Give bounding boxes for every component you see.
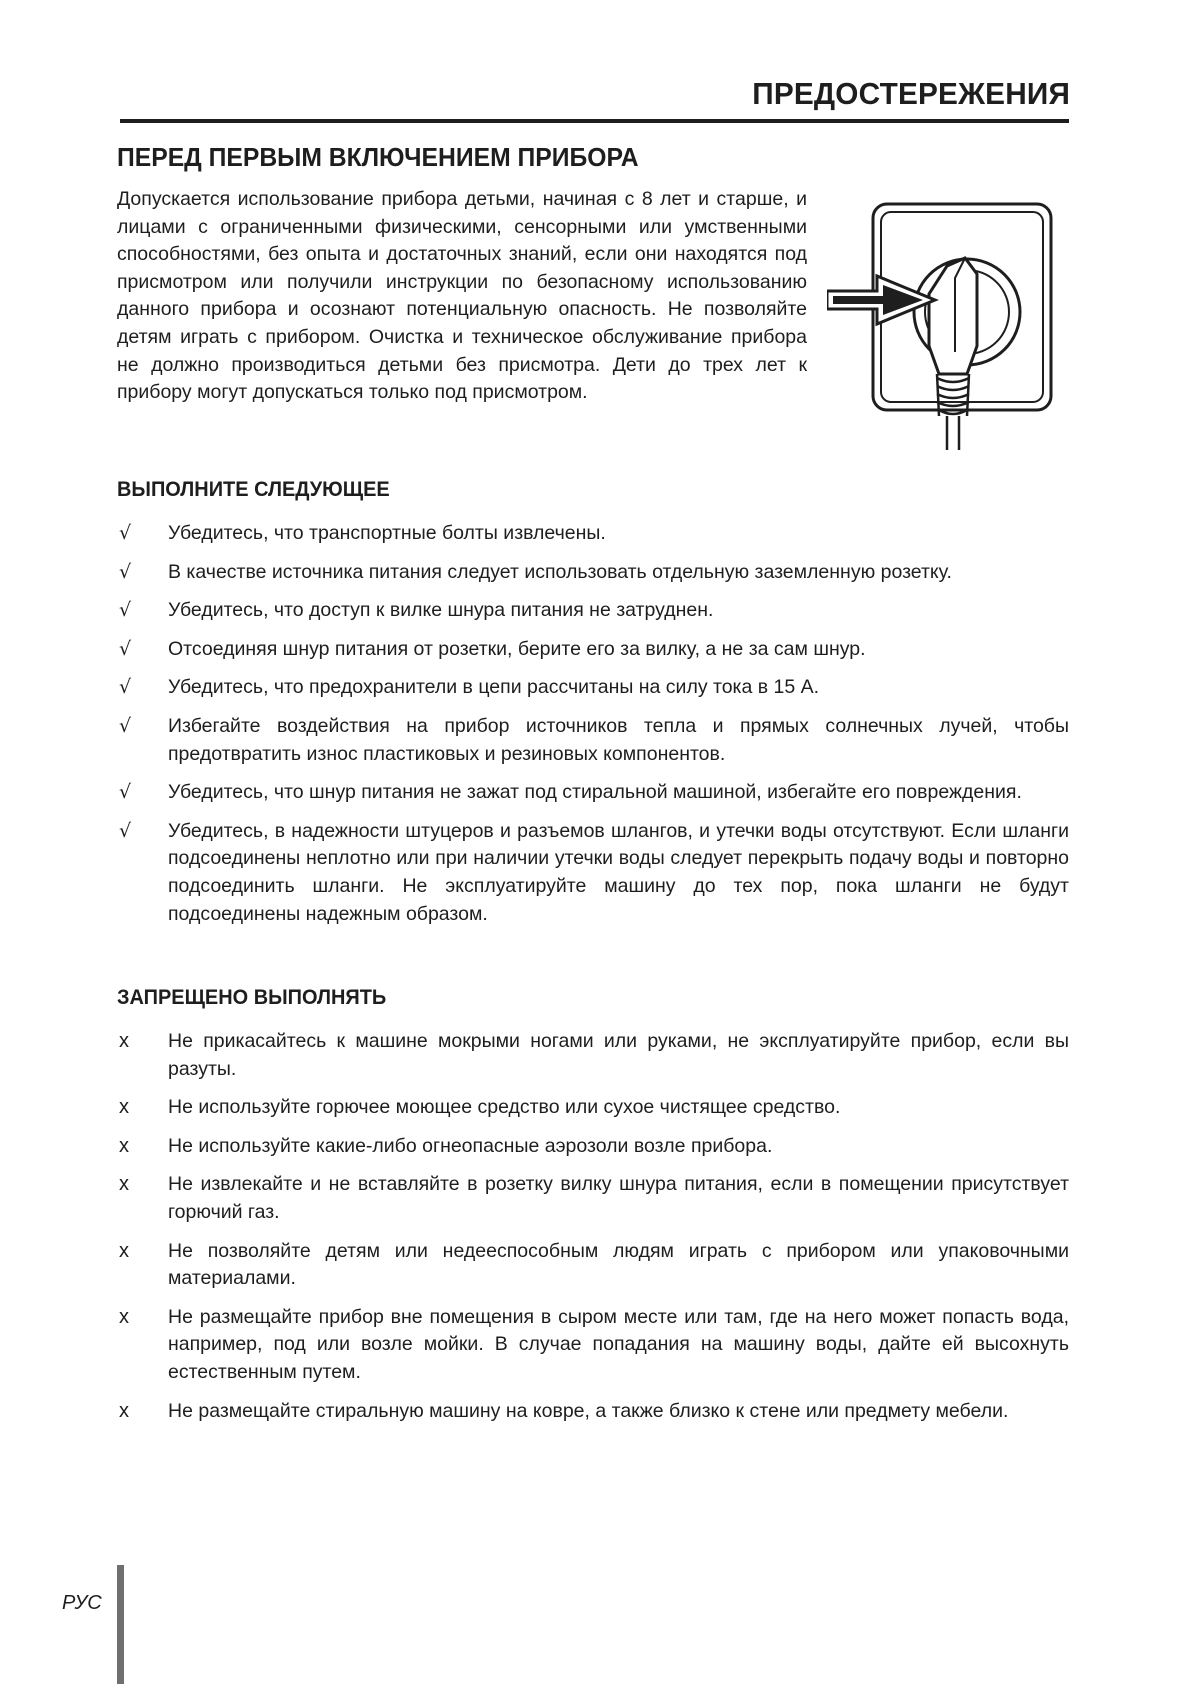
list-item: √ Избегайте воздействия на прибор источников тепла и прямых солнечных лучей, чтобы предотвратить износ пластиковых и резиновых компонентов.: [119, 714, 1069, 765]
list-item: √ Убедитесь, что доступ к вилке шнура питания не затруднен.: [117, 597, 1069, 625]
list-item: √ Убедитесь, что предохранители в цепи рассчитаны на силу тока в 15 А.: [117, 674, 1069, 702]
dont-list: [117, 1028, 1069, 1436]
section-title: ПЕРЕД ПЕРВЫМ ВКЛЮЧЕНИЕМ ПРИБОРА: [117, 142, 639, 172]
cross-icon: x: [119, 1399, 129, 1422]
list-item: x Не прикасайтесь к машине мокрыми ногами или руками, не эксплуатируйте прибор, если вы разуты.: [119, 1030, 1069, 1080]
header-rule: [120, 119, 1069, 123]
list-item: √ Убедитесь, что транспортные болты извлечены.: [117, 520, 1069, 548]
dont-section-title: ЗАПРЕЩЕНО ВЫПОЛНЯТЬ: [117, 986, 387, 1009]
list-item: √ Отсоединяя шнур питания от розетки, берите его за вилку, а не за сам шнур.: [117, 636, 1069, 664]
do-list: [117, 520, 1069, 939]
plug-in-socket-icon: [827, 196, 1057, 452]
cross-icon: x: [119, 1305, 129, 1328]
check-icon: √: [119, 522, 132, 544]
cross-icon: x: [119, 1096, 129, 1119]
list-item: √ Убедитесь, что шнур питания не зажат под стиральной машиной, избегайте его повреждения.: [117, 779, 1069, 807]
intro-paragraph: Допускается использование прибора детьми, начиная с 8 лет и старше, и лицами с ограниченными физическими, сенсорными или умственными способностями, без опыта и достаточных знаний, если они находятся под присмотром или получили инструкции по безопасному использованию данного прибора и осознают потенциальную опасность. Не позволяйте детям играть с прибором. Очистка и техническое обслуживание прибора не должно производиться детьми без присмотра. Дети до трех лет к прибору могут допускаться только под присмотром.: [117, 188, 807, 404]
list-item: √ Убедитесь, в надежности штуцеров и разъемов шлангов, и утечки воды отсутствуют. Если шланги подсоединены неплотно или при наличии утечки воды следует перекрыть подачу воды и повторно подсоединить шланги. Не эксплуатируйте машину до тех пор, пока шланги не будут подсоединены надежным образом.: [119, 819, 1069, 925]
check-icon: √: [119, 676, 132, 699]
list-item: x Не используйте какие-либо огнеопасные аэрозоли возле прибора.: [117, 1133, 1069, 1161]
cross-icon: x: [119, 1134, 129, 1157]
list-item: √ В качестве источника питания следует использовать отдельную заземленную розетку.: [117, 559, 1069, 587]
check-icon: √: [119, 714, 132, 737]
cross-icon: x: [119, 1173, 129, 1196]
list-item: x Не размещайте стиральную машину на ковре, а также близко к стене или предмету мебели.: [117, 1398, 1069, 1426]
check-icon: √: [119, 819, 132, 842]
do-section-title: ВЫПОЛНИТЕ СЛЕДУЮЩЕЕ: [117, 478, 390, 501]
list-item: x Не позволяйте детям или недееспособным людям играть с прибором или упаковочными материалами.: [119, 1239, 1069, 1290]
cross-icon: x: [119, 1239, 129, 1262]
check-icon: √: [119, 781, 132, 804]
footer-bar: [117, 1565, 124, 1684]
list-item: x Не используйте горючее моющее средство или сухое чистящее средство.: [117, 1094, 1069, 1122]
list-item: x Не извлекайте и не вставляйте в розетку вилку шнура питания, если в помещении присутствует горючий газ.: [119, 1173, 1069, 1223]
language-label: РУС: [62, 1592, 102, 1614]
check-icon: √: [119, 637, 132, 660]
check-icon: √: [119, 560, 132, 583]
page-header-title: ПРЕДОСТЕРЕЖЕНИЯ: [752, 76, 1070, 111]
list-item: x Не размещайте прибор вне помещения в сыром месте или там, где на него может попасть вода, например, под или возле мойки. В случае попадания на машину воды, дайте ей высохнуть естественным путем.: [119, 1305, 1069, 1383]
cross-icon: x: [119, 1030, 129, 1052]
check-icon: √: [119, 599, 132, 622]
